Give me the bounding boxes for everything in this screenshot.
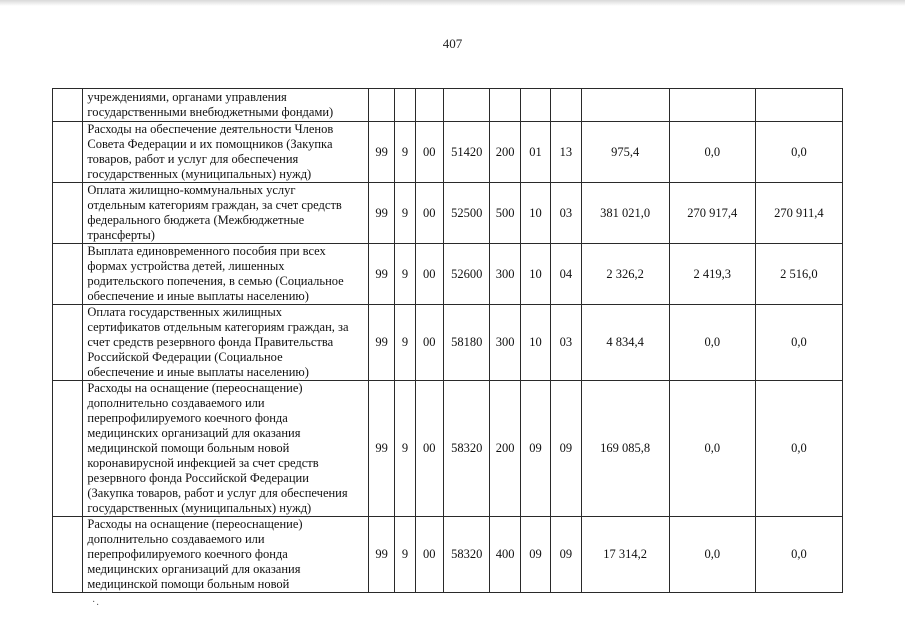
code-cell: 51420 (443, 122, 490, 183)
code-cell: 10 (520, 305, 550, 381)
code-cell: 10 (520, 183, 550, 244)
code-cell: 58180 (443, 305, 490, 381)
amount-cell: 0,0 (755, 517, 842, 593)
amount-cell: 0,0 (755, 122, 842, 183)
description-cell: Оплата государственных жилищных сертификатов отдельным категориям граждан, за счет средств резервного фонда Правительства Российской Федерации (Социальное обеспечение и иные выплаты населению) (83, 305, 369, 381)
code-cell (368, 89, 394, 122)
code-cell: 00 (415, 381, 443, 517)
table-row (53, 89, 843, 122)
code-cell: 03 (551, 183, 581, 244)
code-cell: 00 (415, 244, 443, 305)
code-cell (551, 89, 581, 122)
code-cell: 09 (520, 517, 550, 593)
description-cell: Расходы на оснащение (переоснащение) дополнительно создаваемого или перепрофилируемого коечного фонда медицинских организаций для оказания медицинской помощи больным новой коронавирусной инфекцией за счет средств резервного фонда Российской Федерации (Закупка товаров, работ и услуг для обеспечения государственных (муниципальных) нужд) (83, 381, 369, 517)
number-cell (53, 122, 83, 183)
amount-cell: 0,0 (755, 381, 842, 517)
code-cell (443, 89, 490, 122)
code-cell: 13 (551, 122, 581, 183)
scan-top-edge (0, 0, 905, 6)
code-cell: 99 (368, 244, 394, 305)
table-row (53, 517, 843, 593)
amount-cell: 0,0 (755, 305, 842, 381)
amount-cell: 4 834,4 (581, 305, 669, 381)
code-cell: 200 (490, 122, 520, 183)
code-cell: 58320 (443, 381, 490, 517)
amount-cell: 270 911,4 (755, 183, 842, 244)
code-cell: 99 (368, 381, 394, 517)
number-cell (53, 183, 83, 244)
code-cell: 9 (395, 305, 415, 381)
amount-cell: 0,0 (669, 305, 755, 381)
number-cell (53, 244, 83, 305)
code-cell: 9 (395, 244, 415, 305)
code-cell: 300 (490, 305, 520, 381)
code-cell: 500 (490, 183, 520, 244)
code-cell: 00 (415, 517, 443, 593)
code-cell: 01 (520, 122, 550, 183)
amount-cell: 0,0 (669, 122, 755, 183)
description-cell: Оплата жилищно-коммунальных услуг отдельным категориям граждан, за счет средств федерального бюджета (Межбюджетные трансферты) (83, 183, 369, 244)
amount-cell: 975,4 (581, 122, 669, 183)
code-cell: 09 (551, 517, 581, 593)
code-cell: 99 (368, 305, 394, 381)
amount-cell: 169 085,8 (581, 381, 669, 517)
code-cell (490, 89, 520, 122)
code-cell: 9 (395, 122, 415, 183)
code-cell: 99 (368, 517, 394, 593)
amount-cell (755, 89, 842, 122)
description-cell: Расходы на обеспечение деятельности Членов Совета Федерации и их помощников (Закупка товаров, работ и услуг для обеспечения государственных (муниципальных) нужд) (83, 122, 369, 183)
code-cell: 09 (551, 381, 581, 517)
code-cell: 58320 (443, 517, 490, 593)
amount-cell: 0,0 (669, 381, 755, 517)
code-cell: 9 (395, 183, 415, 244)
table-row (53, 244, 843, 305)
code-cell: 52500 (443, 183, 490, 244)
code-cell: 9 (395, 381, 415, 517)
description-cell: Выплата единовременного пособия при всех формах устройства детей, лишенных родительского попечения, в семью (Социальное обеспечение и иные выплаты населению) (83, 244, 369, 305)
code-cell: 99 (368, 122, 394, 183)
code-cell: 04 (551, 244, 581, 305)
amount-cell: 2 419,3 (669, 244, 755, 305)
amount-cell: 2 516,0 (755, 244, 842, 305)
code-cell: 03 (551, 305, 581, 381)
code-cell: 09 (520, 381, 550, 517)
table-row (53, 305, 843, 381)
code-cell: 200 (490, 381, 520, 517)
code-cell: 9 (395, 517, 415, 593)
number-cell (53, 89, 83, 122)
amount-cell: 0,0 (669, 517, 755, 593)
amount-cell: 381 021,0 (581, 183, 669, 244)
code-cell (415, 89, 443, 122)
budget-table (52, 88, 843, 593)
amount-cell: 17 314,2 (581, 517, 669, 593)
description-cell: Расходы на оснащение (переоснащение) дополнительно создаваемого или перепрофилируемого коечного фонда медицинских организаций для оказания медицинской помощи больным новой (83, 517, 369, 593)
page-number: 407 (442, 36, 463, 51)
code-cell: 00 (415, 122, 443, 183)
code-cell: 99 (368, 183, 394, 244)
code-cell (520, 89, 550, 122)
number-cell (53, 517, 83, 593)
table-row (53, 381, 843, 517)
code-cell (395, 89, 415, 122)
code-cell: 300 (490, 244, 520, 305)
amount-cell (669, 89, 755, 122)
table-row (53, 183, 843, 244)
number-cell (53, 381, 83, 517)
code-cell: 00 (415, 183, 443, 244)
amount-cell (581, 89, 669, 122)
code-cell: 400 (490, 517, 520, 593)
amount-cell: 270 917,4 (669, 183, 755, 244)
code-cell: 10 (520, 244, 550, 305)
number-cell (53, 305, 83, 381)
table-row (53, 122, 843, 183)
code-cell: 52600 (443, 244, 490, 305)
amount-cell: 2 326,2 (581, 244, 669, 305)
code-cell: 00 (415, 305, 443, 381)
description-cell: учреждениями, органами управления государственными внебюджетными фондами) (83, 89, 369, 122)
scan-speck: ·. (92, 597, 100, 608)
